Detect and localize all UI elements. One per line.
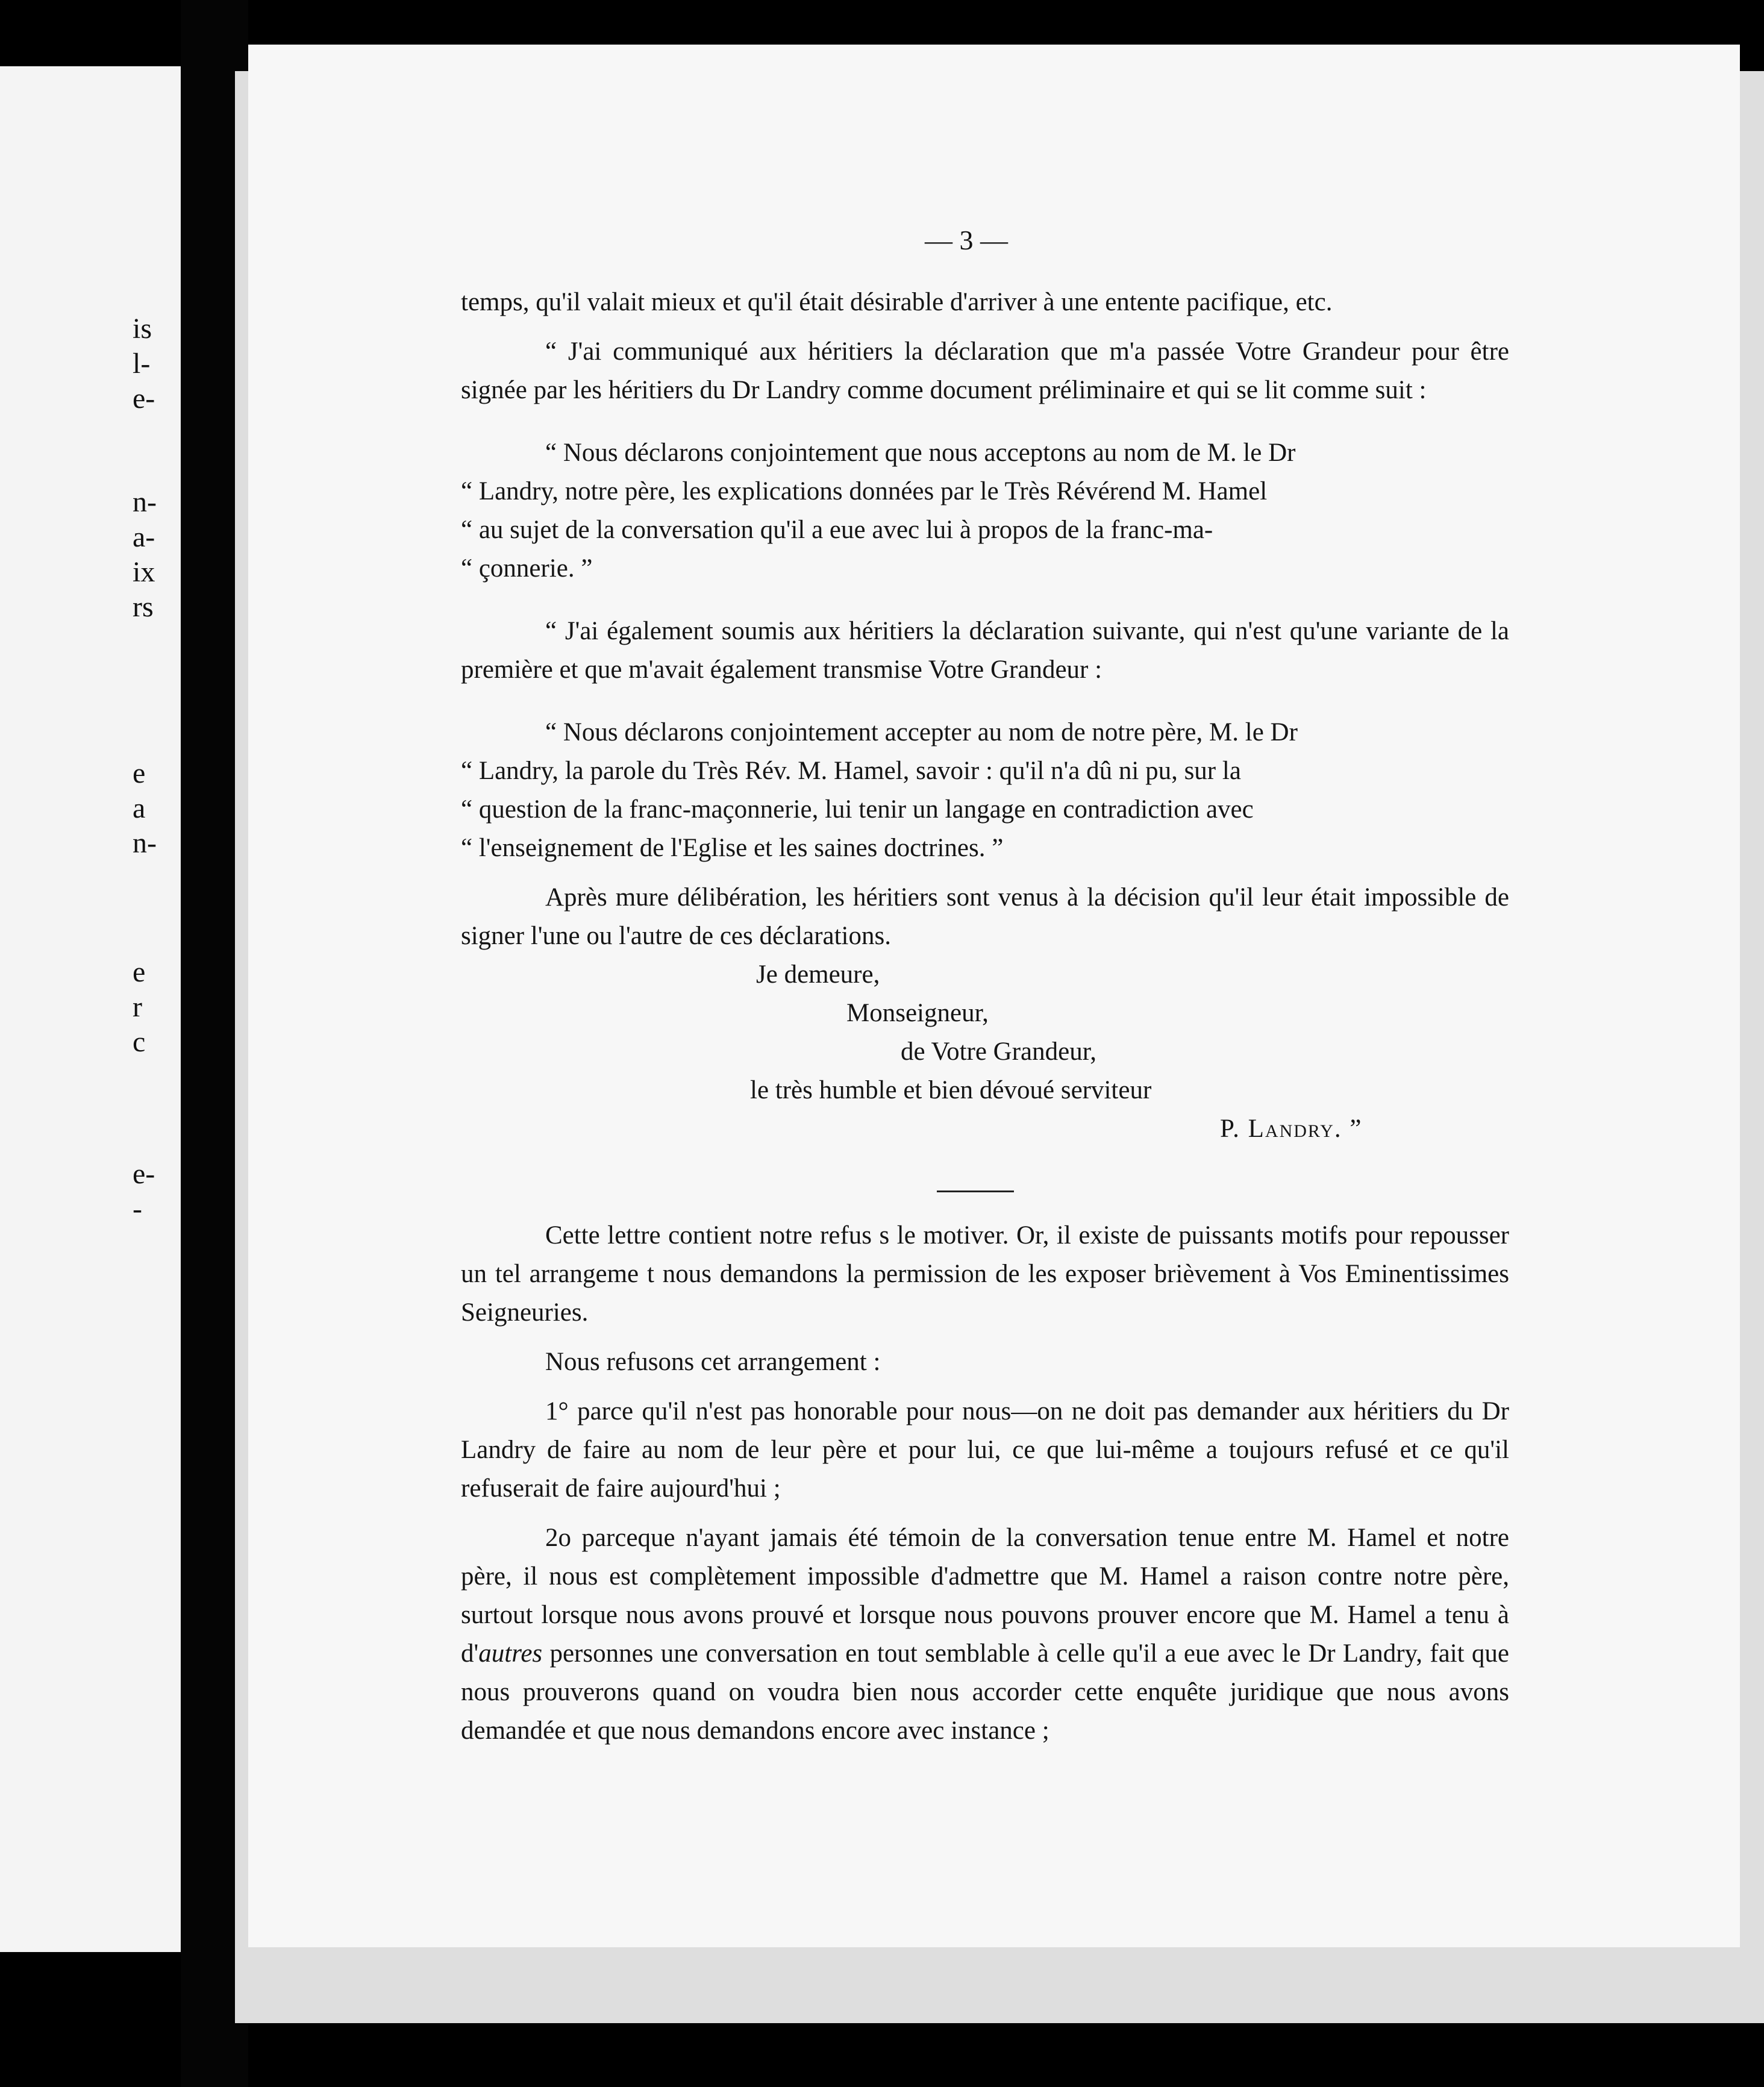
paragraph-reason-1: 1° parce qu'il n'est pas honorable pour nous—on ne doit pas demander aux héritiers du Dr Landry de faire au nom de leur père et pour lui, ce que lui-même a toujours refusé et ce qu'il refuserait de faire aujourd'hui ; xyxy=(461,1397,1509,1503)
facing-page-fragment: a xyxy=(133,792,146,824)
page-number: — 3 — xyxy=(925,225,1008,255)
facing-page-fragment: r xyxy=(133,991,142,1023)
facing-page-fragment: n- xyxy=(133,827,157,859)
facing-page-fragment: ix xyxy=(133,556,155,588)
facing-page-fragment: a- xyxy=(133,521,155,553)
facing-page-fragment: n- xyxy=(133,486,157,518)
facing-page-fragment: e xyxy=(133,757,146,789)
signature: P. Landry. ” xyxy=(1220,1115,1363,1143)
quote-line: “ au sujet de la conversation qu'il a eue avec lui à propos de la franc-ma- xyxy=(461,516,1213,544)
closing-line: de Votre Grandeur, xyxy=(901,1037,1097,1066)
closing-line: le très humble et bien dévoué serviteur xyxy=(750,1076,1152,1104)
quote-line: “ Nous déclarons conjointement que nous acceptons au nom de M. le Dr xyxy=(545,439,1296,467)
reason-2-emphasis: autres xyxy=(478,1639,543,1668)
section-divider xyxy=(937,1191,1014,1192)
quote-line: “ çonnerie. ” xyxy=(461,554,593,583)
quoted-declaration-1 xyxy=(461,434,1509,588)
quoted-declaration-2 xyxy=(461,713,1509,868)
letter-closing xyxy=(461,956,1509,1148)
facing-page-fragment: e- xyxy=(133,383,155,415)
paragraph-first-declaration-intro: “ J'ai communiqué aux héritiers la déclaration que m'a passée Votre Grandeur pour être signée par les héritiers du Dr Landry comme document préliminaire et qui se lit comme suit : xyxy=(461,337,1509,404)
reason-2-text: personnes une conversation en tout semblable à celle qu'il a eue avec le Dr Landry, fait que nous prouverons quand on voudra bien nous accorder cette enquête juridique que nous avons demandée et que nous demandons encore avec instance ; xyxy=(461,1639,1509,1745)
quote-line: “ Landry, la parole du Très Rév. M. Hamel, savoir : qu'il n'a dû ni pu, sur la xyxy=(461,757,1241,785)
paragraph-reason-2 xyxy=(461,1519,1509,1750)
paragraph-continuation: temps, qu'il valait mieux et qu'il était désirable d'arriver à une entente pacifique, etc. xyxy=(461,288,1333,316)
facing-page-fragment: rs xyxy=(133,591,154,623)
quote-line: “ Landry, notre père, les explications données par le Très Révérend M. Hamel xyxy=(461,477,1268,505)
facing-page-fragment: c xyxy=(133,1026,146,1058)
facing-page-fragment: is xyxy=(133,313,152,345)
quote-line: “ question de la franc-maçonnerie, lui tenir un langage en contradiction avec xyxy=(461,795,1254,824)
paragraph-deliberation: Après mure délibération, les héritiers sont venus à la décision qu'il leur était impossible de signer l'une ou l'autre de ces déclarations. xyxy=(461,883,1509,950)
paragraph-refusal: Cette lettre contient notre refus s le motiver. Or, il existe de puissants motifs pour repousser un tel arrangeme t nous demandons la permission de les exposer brièvement à Vos Eminentissimes Seigneuries. xyxy=(461,1221,1509,1327)
paragraph-refusal-heading: Nous refusons cet arrangement : xyxy=(545,1348,881,1376)
facing-page-edge xyxy=(0,66,181,1952)
page-body xyxy=(461,283,1509,1750)
facing-page-fragment: l- xyxy=(133,348,151,380)
quote-line: “ Nous déclarons conjointement accepter au nom de notre père, M. le Dr xyxy=(545,718,1298,746)
paragraph-second-declaration-intro: “ J'ai également soumis aux héritiers la déclaration suivante, qui n'est qu'une variante de la première et que m'avait également transmise Votre Grandeur : xyxy=(461,617,1509,684)
facing-page-fragment: - xyxy=(133,1193,142,1225)
facing-page-fragment: e- xyxy=(133,1158,155,1190)
facing-page-fragment: e xyxy=(133,956,146,988)
closing-line: Je demeure, xyxy=(756,960,880,989)
reason-2-text: 2o parceque n'ayant jamais été témoin de la conversation tenue entre M. Hamel et notre père, il nous est complètement impossible d'admettre que M. Hamel a raison contre notre père, surtout lorsque nous avons prouvé et lorsque nous pouvons prouver encore que M. Hamel a tenu à d' xyxy=(461,1524,1509,1668)
closing-line: Monseigneur, xyxy=(846,999,989,1027)
quote-line: “ l'enseignement de l'Eglise et les saines doctrines. ” xyxy=(461,834,1004,862)
